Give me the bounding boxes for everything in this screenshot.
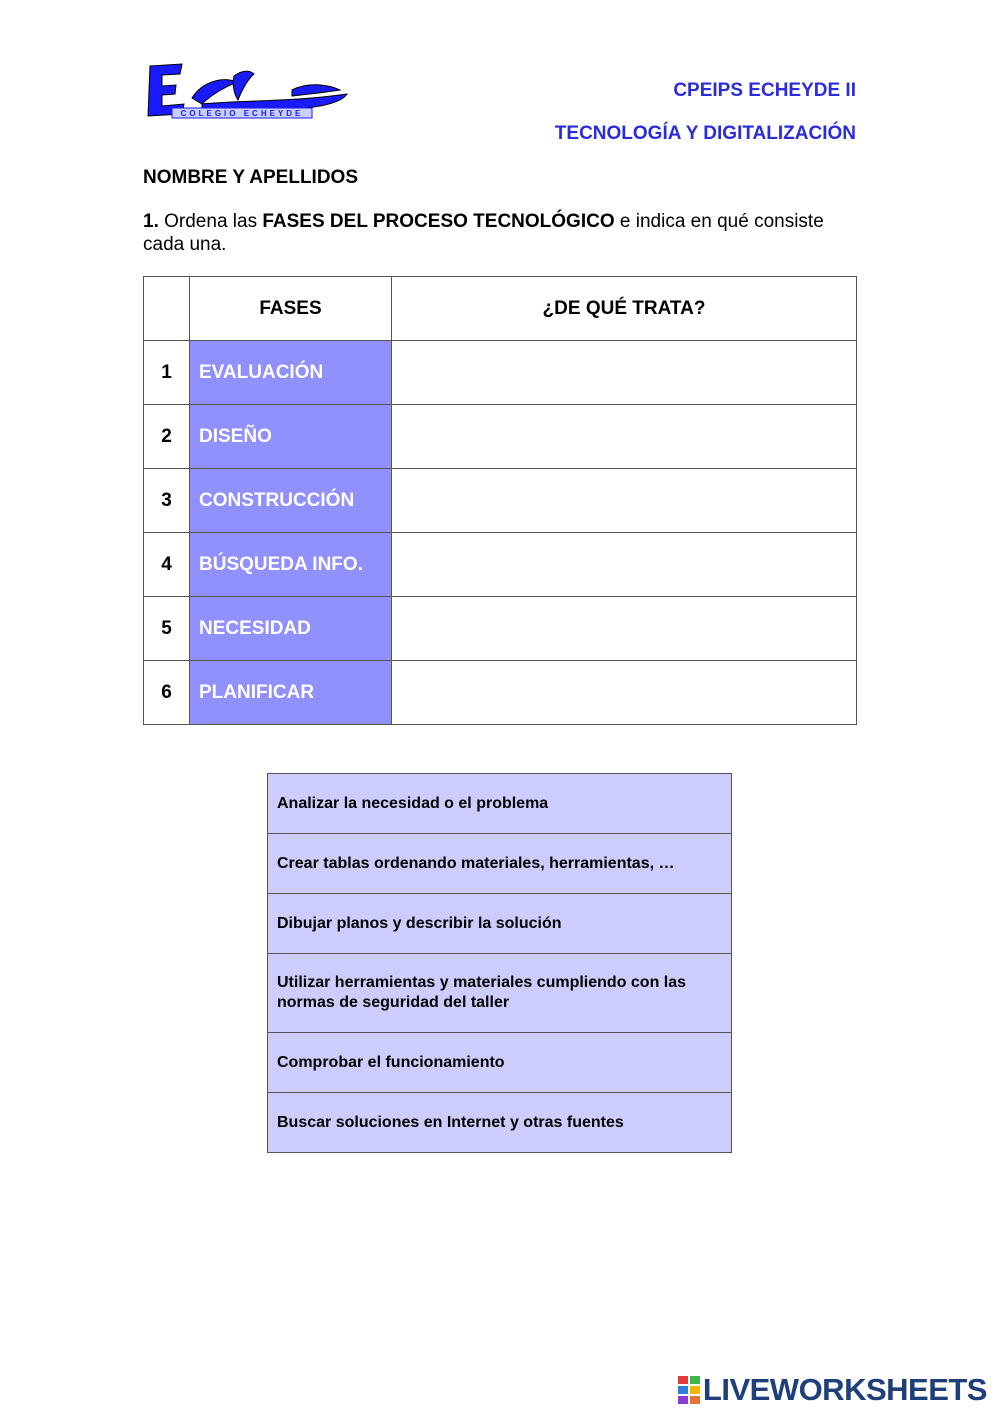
school-name: CPEIPS ECHEYDE II (673, 80, 856, 101)
description-drop-cell[interactable] (392, 405, 857, 469)
liveworksheets-logo-icon (678, 1376, 700, 1404)
phases-table (143, 276, 857, 725)
exercise-text-1: Ordena las (158, 211, 263, 232)
exercise-text-2: e indica en qué consiste cada una. (143, 211, 824, 255)
liveworksheets-brand (678, 1372, 987, 1408)
table-row (144, 469, 857, 533)
description-drop-cell[interactable] (392, 597, 857, 661)
header-fases: FASES (190, 277, 392, 341)
student-name-label: NOMBRE Y APELLIDOS (143, 167, 359, 188)
phase-cell: BÚSQUEDA INFO. (190, 533, 392, 597)
draggable-option[interactable]: Dibujar planos y describir la solución (268, 894, 732, 954)
row-number: 4 (144, 533, 190, 597)
phases-header-row (144, 277, 857, 341)
table-row (144, 341, 857, 405)
draggable-option[interactable]: Analizar la necesidad o el problema (268, 774, 732, 834)
draggable-option[interactable]: Buscar soluciones en Internet y otras fuentes (268, 1093, 732, 1153)
table-row (144, 661, 857, 725)
row-number: 3 (144, 469, 190, 533)
description-drop-cell[interactable] (392, 341, 857, 405)
liveworksheets-brand-text: LIVEWORKSHEETS (702, 1372, 987, 1407)
description-drop-cell[interactable] (392, 469, 857, 533)
school-logo (142, 60, 352, 120)
draggable-option[interactable]: Comprobar el funcionamiento (268, 1033, 732, 1093)
phase-cell: CONSTRUCCIÓN (190, 469, 392, 533)
exercise-instruction (143, 210, 857, 256)
row-number: 6 (144, 661, 190, 725)
description-drop-cell[interactable] (392, 533, 857, 597)
row-number: 5 (144, 597, 190, 661)
options-table (267, 773, 732, 1153)
logo-text: COLEGIO ECHEYDE (180, 109, 304, 118)
draggable-option[interactable]: Crear tablas ordenando materiales, herramientas, … (268, 834, 732, 894)
phase-cell: NECESIDAD (190, 597, 392, 661)
phase-cell: DISEÑO (190, 405, 392, 469)
exercise-number: 1. (143, 211, 159, 232)
subject-title: TECNOLOGÍA Y DIGITALIZACIÓN (554, 123, 856, 144)
draggable-option[interactable]: Utilizar herramientas y materiales cumpliendo con las normas de seguridad del taller (268, 954, 732, 1033)
header-trata: ¿DE QUÉ TRATA? (392, 277, 857, 341)
header-num (144, 277, 190, 341)
description-drop-cell[interactable] (392, 661, 857, 725)
table-row (144, 533, 857, 597)
table-row (144, 405, 857, 469)
row-number: 1 (144, 341, 190, 405)
phase-cell: PLANIFICAR (190, 661, 392, 725)
exercise-highlight: FASES DEL PROCESO TECNOLÓGICO (262, 211, 615, 232)
phase-cell: EVALUACIÓN (190, 341, 392, 405)
table-row (144, 597, 857, 661)
row-number: 2 (144, 405, 190, 469)
